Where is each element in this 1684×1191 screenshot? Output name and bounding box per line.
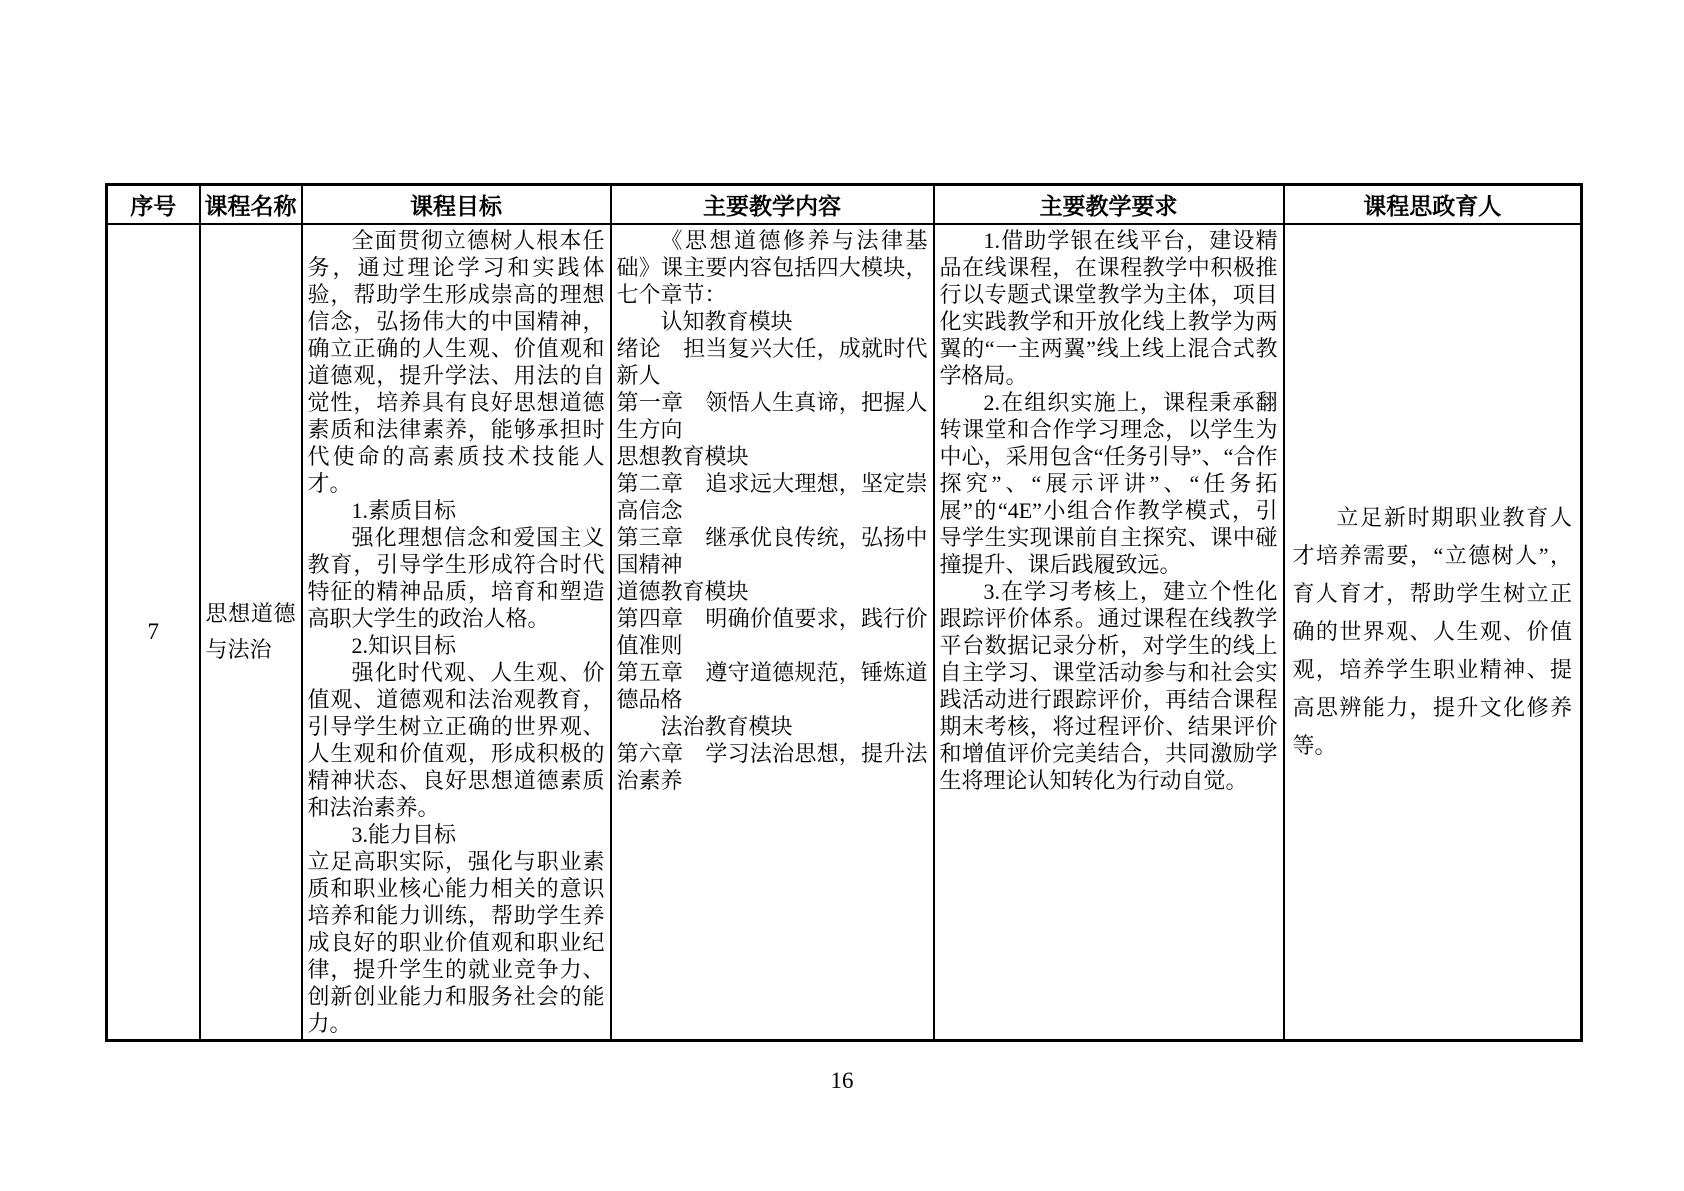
header-teaching-requirements: 主要教学要求 [934, 185, 1284, 225]
paragraph: 绪论 担当复兴大任，成就时代新人 [616, 336, 928, 388]
paragraph: 强化理想信念和爱国主义教育，引导学生形成符合时代特征的精神品质，培育和塑造高职大学生的政治人格。 [307, 525, 605, 631]
header-serial-number: 序号 [107, 185, 200, 225]
header-teaching-content: 主要教学内容 [611, 185, 934, 225]
page-number: 16 [830, 1068, 854, 1093]
paragraph: 第一章 领悟人生真谛，把握人生方向 [616, 390, 928, 442]
paragraph: 强化时代观、人生观、价值观、道德观和法治观教育，引导学生树立正确的世界观、人生观和价值观，形成积极的精神状态、良好思想道德素质和法治素养。 [307, 660, 605, 820]
cell-teaching-requirements [934, 224, 1284, 1041]
paragraph: 全面贯彻立德树人根本任务，通过理论学习和实践体验，帮助学生形成崇高的理想信念，弘扬伟大的中国精神，确立正确的人生观、价值观和道德观，提升学法、用法的自觉性，培养具有良好思想道德素质和法律素养，能够承担时代使命的高素质技术技能人才。 [307, 228, 605, 496]
cell-serial-number: 7 [107, 224, 200, 1041]
paragraph: 第三章 继承优良传统，弘扬中国精神 [616, 525, 928, 577]
paragraph: 第四章 明确价值要求，践行价值准则 [616, 606, 928, 658]
paragraph: 思想教育模块 [616, 444, 749, 469]
cell-teaching-content [611, 224, 934, 1041]
paragraph: 第六章 学习法治思想，提升法治素养 [616, 741, 928, 793]
paragraph: 第五章 遵守道德规范，锤炼道德品格 [616, 660, 928, 712]
header-course-objectives: 课程目标 [302, 185, 611, 225]
table-header-row [107, 185, 1582, 225]
table-row [107, 224, 1582, 1041]
paragraph: 道德教育模块 [616, 579, 749, 604]
paragraph: 1.借助学银在线平台，建设精品在线课程，在课程教学中积极推行以专题式课堂教学为主体，项目化实践教学和开放化线上教学为两翼的“一主两翼”线上线上混合式教学格局。 [939, 228, 1278, 388]
course-table [105, 183, 1583, 1042]
paragraph: 立足新时期职业教育人才培养需要，“立德树人”，育人育才，帮助学生树立正确的世界观、人生观、价值观，培养学生职业精神、提高思辨能力，提升文化修养等。 [1292, 505, 1572, 758]
paragraph: 2.知识目标 [351, 633, 457, 658]
header-ideology-education: 课程思政育人 [1284, 185, 1582, 225]
paragraph: 第二章 追求远大理想，坚定崇高信念 [616, 471, 928, 523]
paragraph: 3.在学习考核上，建立个性化跟踪评价体系。通过课程在线教学平台数据记录分析，对学生的线上自主学习、课堂活动参与和社会实践活动进行跟踪评价，再结合课程期末考核，将过程评价、结果评价和增值评价完美结合，共同激励学生将理论认知转化为行动自觉。 [939, 579, 1278, 793]
cell-ideology-education [1284, 224, 1582, 1041]
paragraph: 法治教育模块 [660, 714, 793, 739]
paragraph: 《思想道德修养与法律基础》课主要内容包括四大模块，七个章节： [616, 228, 928, 307]
paragraph: 3.能力目标 [351, 822, 457, 847]
paragraph: 认知教育模块 [660, 309, 793, 334]
paragraph: 立足高职实际，强化与职业素质和职业核心能力相关的意识培养和能力训练，帮助学生养成良好的职业价值观和职业纪律，提升学生的就业竞争力、创新创业能力和服务社会的能力。 [307, 849, 605, 1036]
header-course-name: 课程名称 [200, 185, 302, 225]
cell-course-name: 思想道德与法治 [200, 224, 302, 1041]
cell-course-objectives [302, 224, 611, 1041]
paragraph: 2.在组织实施上，课程秉承翻转课堂和合作学习理念，以学生为中心，采用包含“任务引导”、“合作探究”、“展示评讲”、“任务拓展”的“4E”小组合作教学模式，引导学生实现课前自主探究、课中碰撞提升、课后践履致远。 [939, 390, 1278, 577]
paragraph: 1.素质目标 [351, 498, 457, 523]
